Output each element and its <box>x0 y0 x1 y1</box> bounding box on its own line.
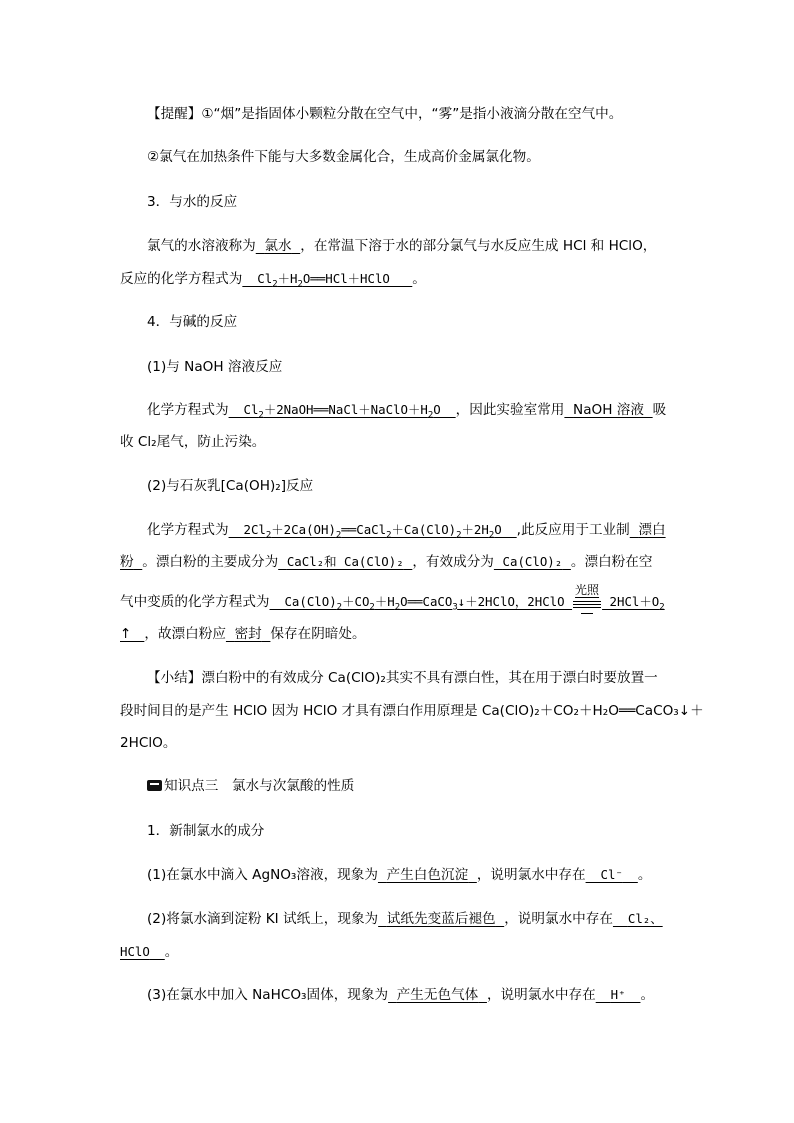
answer-text: HClO <box>120 944 150 959</box>
summary-label: 【小结】 <box>147 670 202 686</box>
tip-label: 【提醒】 <box>147 106 202 122</box>
condition-label: 光照 <box>575 583 600 597</box>
text: ，说明氯水中存在 <box>486 987 596 1003</box>
text: 反应的化学方程式为 <box>120 271 243 287</box>
blank-answer <box>278 554 412 570</box>
blank-equation-decay-cont: $2HCl+O_2$ <box>602 594 665 613</box>
blank-equation-water: $Cl_2+H_2O══HCl+HClO$ <box>242 271 413 290</box>
equals-bar <box>581 613 593 614</box>
lime-line-3 <box>120 583 665 613</box>
answer-text: Ca(ClO)₂ <box>502 554 563 569</box>
text: ，说明氯水中存在 <box>476 867 586 883</box>
light-condition <box>572 583 602 611</box>
summary-line-2: 段时间目的是产生 HClO 因为 HClO 才具有漂白作用原理是 Ca(ClO)₂＋CO₂＋H₂O══CaCO₃↓＋ <box>120 703 704 719</box>
text: 。 <box>637 867 652 883</box>
answer-text: 产生白色沉淀 <box>386 867 469 883</box>
blank-answer <box>378 911 504 927</box>
text: ，因此实验室常用 <box>455 402 565 418</box>
lime-line-2 <box>120 553 652 571</box>
text: 知识点三 氯水与次氯酸的性质 <box>164 778 355 794</box>
blank-answer <box>226 626 271 642</box>
blank-answer <box>494 554 571 570</box>
text: 。漂白粉的主要成分为 <box>142 554 279 570</box>
text: 。 <box>640 987 655 1003</box>
section-3-heading: 3．与水的反应 <box>147 194 238 210</box>
text: 漂白粉中的有效成分 Ca(ClO)₂其实不具有漂白性，其在用于漂白时要放置一 <box>201 670 658 686</box>
text: 保存在阴暗处。 <box>270 626 366 642</box>
answer-text: 试纸先变蓝后褪色 <box>386 911 496 927</box>
text: (2)将氯水滴到淀粉 KI 试纸上，现象为 <box>147 911 379 927</box>
blank-answer <box>388 987 487 1003</box>
text: ，有效成分为 <box>412 554 494 570</box>
blank-answer <box>630 522 666 538</box>
answer-text: H⁺ <box>610 987 626 1002</box>
summary-line-1 <box>147 669 658 687</box>
naoh-line-1 <box>147 401 666 419</box>
sec3-paragraph-line-2 <box>120 270 426 288</box>
blank-equation-lime: $2Cl_2+2Ca(OH)_2══CaCl_2+Ca(ClO)_2+2H_2O$ <box>228 522 517 541</box>
blank-answer <box>613 911 663 926</box>
question-2-line-1 <box>147 910 663 928</box>
blank-answer-cont <box>120 554 142 570</box>
blank-answer <box>564 402 652 418</box>
answer-text: Cl⁻ <box>600 867 623 882</box>
tip-text-1: ①“烟”是指固体小颗粒分散在空气中，“雾”是指小液滴分散在空气中。 <box>201 106 623 122</box>
equals-bar <box>573 601 601 602</box>
text: 。 <box>164 944 179 960</box>
text: ,此反应用于工业制 <box>516 522 630 538</box>
answer-text: 氯水 <box>264 238 292 254</box>
answer-text: Cl₂、 <box>627 911 663 926</box>
text: (1)在氯水中滴入 AgNO₃溶液，现象为 <box>147 867 378 883</box>
book-icon <box>147 780 162 791</box>
answer-text: 粉 <box>120 554 134 570</box>
naoh-line-2: 收 Cl₂尾气，防止污染。 <box>120 434 266 450</box>
text: 化学方程式为 <box>147 522 229 538</box>
question-3 <box>147 986 654 1004</box>
text: 氯气的水溶液称为 <box>147 238 256 254</box>
sub-heading-lime: (2)与石灰乳[Ca(OH)₂]反应 <box>147 478 314 494</box>
text: 气中变质的化学方程式为 <box>120 594 270 610</box>
summary-line-3: 2HClO。 <box>120 735 177 751</box>
blank-answer <box>256 238 301 254</box>
answer-text: 密封 <box>234 626 262 642</box>
answer-text: 产生无色气体 <box>396 987 479 1003</box>
sec3-paragraph-line-1 <box>147 237 656 255</box>
blank-equation-decay-end: ↑ <box>120 626 145 642</box>
sub-heading-naoh: (1)与 NaOH 溶液反应 <box>147 359 283 375</box>
tip-line-1 <box>147 105 622 123</box>
tip-line-2: ②氯气在加热条件下能与大多数金属化合，生成高价金属氯化物。 <box>147 149 540 165</box>
equals-bar <box>573 607 601 608</box>
blank-answer <box>586 867 638 882</box>
question-2-line-2 <box>120 943 178 961</box>
answer-text: 漂白 <box>638 522 666 538</box>
text: 。 <box>412 271 426 287</box>
blank-equation-decay: $Ca(ClO)_2+CO_2+H_2O══CaCO_3↓+2HClO$，2HClO <box>269 594 573 613</box>
text: ，故漂白粉应 <box>144 626 226 642</box>
blank-answer <box>378 867 477 883</box>
blank-answer <box>596 987 641 1002</box>
text: ，在常温下溶于水的部分氯气与水反应生成 HCl 和 HClO， <box>300 238 657 254</box>
text: 化学方程式为 <box>147 402 229 418</box>
blank-equation-naoh: $Cl_2+2NaOH══NaCl+NaClO+H_2O$ <box>228 402 456 421</box>
lime-line-1 <box>147 521 666 539</box>
knowledge-point-3-heading <box>147 777 354 795</box>
section-4-heading: 4．与碱的反应 <box>147 314 238 330</box>
text: 。漂白粉在空 <box>570 554 653 570</box>
chlorine-water-components-heading: 1．新制氯水的成分 <box>147 823 265 839</box>
text: (3)在氯水中加入 NaHCO₃固体，现象为 <box>147 987 389 1003</box>
answer-text: CaCl₂和 Ca(ClO)₂ <box>286 554 404 569</box>
question-1 <box>147 866 651 884</box>
answer-text: NaOH 溶液 <box>573 402 644 418</box>
blank-answer-cont <box>120 944 165 959</box>
text: 吸 <box>652 402 667 418</box>
equals-bar <box>573 604 601 605</box>
lime-line-4 <box>120 625 366 643</box>
text: ，说明氯水中存在 <box>504 911 613 927</box>
